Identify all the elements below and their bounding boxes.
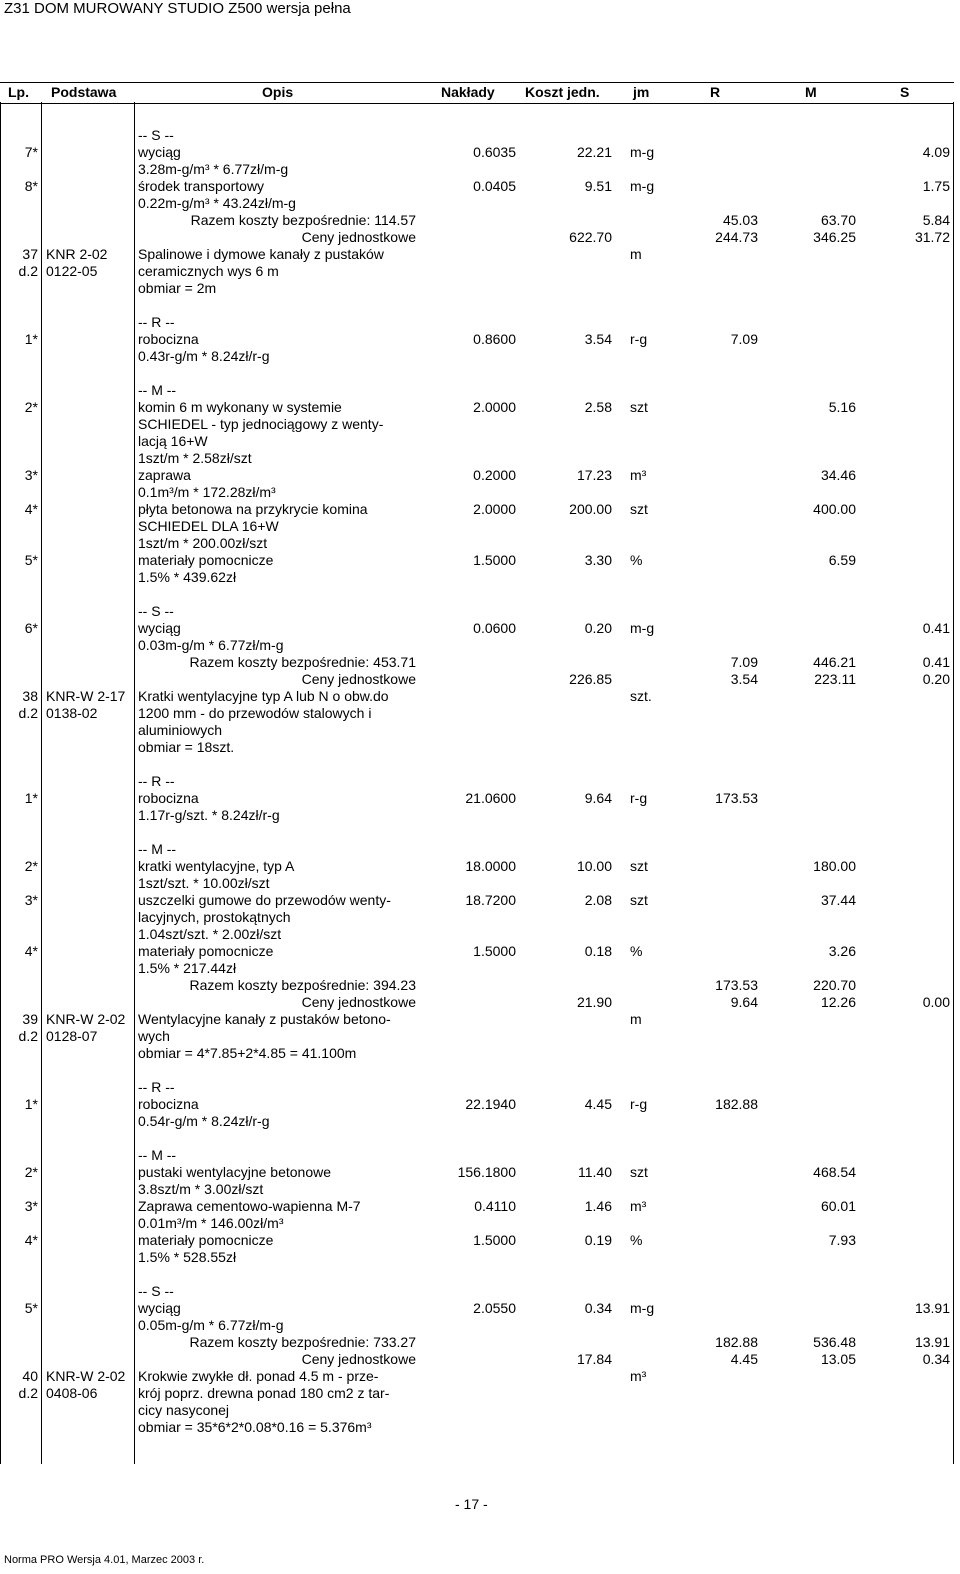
- cell-r: 3.54: [730, 671, 758, 687]
- cell-jm: m-g: [630, 1300, 655, 1316]
- cell-nak: 2.0000: [473, 399, 516, 415]
- cell-jm: m³: [630, 1198, 647, 1214]
- cell-lp: 3*: [24, 1198, 38, 1214]
- cell-lp: 2*: [24, 1164, 38, 1180]
- cell-r: 173.53: [715, 977, 758, 993]
- cell-op: kratki wentylacyjne, typ A: [138, 858, 295, 874]
- cell-nak: 2.0000: [473, 501, 516, 517]
- cell-nak: 0.6035: [473, 144, 516, 160]
- cell-op: -- R --: [138, 314, 175, 330]
- cell-op: 0.05m-g/m * 6.77zł/m-g: [138, 1317, 284, 1333]
- cell-op: -- R --: [138, 1079, 175, 1095]
- cell-op: robocizna: [138, 1096, 199, 1112]
- cell-jm: m-g: [630, 178, 655, 194]
- cell-jm: szt: [630, 1164, 648, 1180]
- cell-kj: 4.45: [584, 1096, 612, 1112]
- cell-s: 0.41: [922, 654, 950, 670]
- cell-r: 182.88: [715, 1334, 758, 1350]
- cell-kj: 226.85: [569, 671, 612, 687]
- cell-m: 63.70: [820, 212, 856, 228]
- cell-op: robocizna: [138, 331, 199, 347]
- cell-kj: 0.34: [584, 1300, 612, 1316]
- cell-s: 13.91: [914, 1334, 950, 1350]
- cell-op: wych: [138, 1028, 170, 1044]
- cell-lp: 37: [22, 246, 38, 262]
- cell-op: materiały pomocnicze: [138, 943, 274, 959]
- cell-op: 1200 mm - do przewodów stalowych i: [138, 705, 372, 721]
- cell-r: 45.03: [722, 212, 758, 228]
- cell-s: 31.72: [914, 229, 950, 245]
- cell-op: 1szt/szt. * 10.00zł/szt: [138, 875, 270, 891]
- table-header: [0, 82, 954, 104]
- cell-op: krój poprz. drewna ponad 180 cm2 z tar-: [138, 1385, 390, 1401]
- cell-jm: szt: [630, 892, 648, 908]
- cell-r: 7.09: [730, 654, 758, 670]
- cell-nak: 1.5000: [473, 1232, 516, 1248]
- cell-s: 1.75: [922, 178, 950, 194]
- cell-op: robocizna: [138, 790, 199, 806]
- cell-lp: 1*: [24, 331, 38, 347]
- cell-op: Spalinowe i dymowe kanały z pustaków: [138, 246, 384, 262]
- cell-op: -- S --: [138, 603, 174, 619]
- cell-r: 244.73: [715, 229, 758, 245]
- cell-op: obmiar = 2m: [138, 280, 217, 296]
- cell-op: komin 6 m wykonany w systemie: [138, 399, 342, 415]
- cell-op: 0.22m-g/m³ * 43.24zł/m-g: [138, 195, 296, 211]
- cell-nak: 1.5000: [473, 552, 516, 568]
- cell-m: 5.16: [828, 399, 856, 415]
- cell-op: 1.17r-g/szt. * 8.24zł/r-g: [138, 807, 280, 823]
- cell-op: Kratki wentylacyjne typ A lub N o obw.do: [138, 688, 389, 704]
- cell-jm: m-g: [630, 144, 655, 160]
- cell-m: 12.26: [820, 994, 856, 1010]
- cell-lp: 40: [22, 1368, 38, 1384]
- cell-kj: 0.19: [584, 1232, 612, 1248]
- cell-kj: 17.84: [576, 1351, 612, 1367]
- cell-op: 0.43r-g/m * 8.24zł/r-g: [138, 348, 270, 364]
- cell-m: 13.05: [820, 1351, 856, 1367]
- cell-s: 0.00: [922, 994, 950, 1010]
- cell-lp: 5*: [24, 1300, 38, 1316]
- col-opis: Opis: [262, 84, 294, 100]
- cell-op: uszczelki gumowe do przewodów wenty-: [138, 892, 391, 908]
- col-lp: Lp.: [8, 84, 29, 100]
- cell-op: SCHIEDEL DLA 16+W: [138, 518, 279, 534]
- cell-nak: 156.1800: [457, 1164, 516, 1180]
- cell-opr: Razem koszty bezpośrednie: 114.57: [190, 212, 416, 228]
- cell-op: cicy nasyconej: [138, 1402, 230, 1418]
- cell-m: 220.70: [813, 977, 856, 993]
- cell-kj: 3.30: [584, 552, 612, 568]
- cell-kj: 17.23: [576, 467, 612, 483]
- cell-op: Wentylacyjne kanały z pustaków betono-: [138, 1011, 391, 1027]
- grid-line: [134, 102, 135, 1464]
- cell-op: materiały pomocnicze: [138, 1232, 274, 1248]
- cell-kj: 9.64: [584, 790, 612, 806]
- cell-nak: 0.2000: [473, 467, 516, 483]
- cell-r: 4.45: [730, 1351, 758, 1367]
- cell-op: wyciąg: [138, 620, 181, 636]
- cell-pod: KNR-W 2-17: [46, 688, 126, 704]
- cell-op: -- M --: [138, 1147, 177, 1163]
- cell-op: ceramicznych wys 6 m: [138, 263, 279, 279]
- cell-op: pustaki wentylacyjne betonowe: [138, 1164, 332, 1180]
- cell-lp: 38: [22, 688, 38, 704]
- cell-op: 0.54r-g/m * 8.24zł/r-g: [138, 1113, 270, 1129]
- cell-jm: m: [630, 1011, 642, 1027]
- cell-op: 1szt/m * 2.58zł/szt: [138, 450, 252, 466]
- cell-jm: %: [630, 943, 643, 959]
- cell-pod: KNR 2-02: [46, 246, 108, 262]
- cell-op: 3.8szt/m * 3.00zł/szt: [138, 1181, 264, 1197]
- cell-m: 223.11: [814, 671, 856, 687]
- cell-pod: 0122-05: [46, 263, 98, 279]
- cell-op: -- M --: [138, 841, 177, 857]
- cell-r: 7.09: [730, 331, 758, 347]
- cell-op: wyciąg: [138, 1300, 181, 1316]
- cell-s: 0.20: [922, 671, 950, 687]
- cell-lp: 2*: [24, 858, 38, 874]
- cell-lp: 3*: [24, 467, 38, 483]
- cell-op: 1.5% * 439.62zł: [138, 569, 237, 585]
- cell-lp: 5*: [24, 552, 38, 568]
- cell-op: Krokwie zwykłe dł. ponad 4.5 m - prze-: [138, 1368, 379, 1384]
- cell-jm: szt: [630, 858, 648, 874]
- cell-nak: 2.0550: [473, 1300, 516, 1316]
- cell-op: 0.03m-g/m * 6.77zł/m-g: [138, 637, 284, 653]
- cell-jm: m³: [630, 467, 647, 483]
- cell-op: Zaprawa cementowo-wapienna M-7: [138, 1198, 361, 1214]
- cell-m: 60.01: [820, 1198, 856, 1214]
- cell-lp: d.2: [18, 1028, 38, 1044]
- cell-nak: 21.0600: [465, 790, 516, 806]
- cell-lp: 6*: [24, 620, 38, 636]
- cell-op: 0.1m³/m * 172.28zł/m³: [138, 484, 276, 500]
- cell-op: 1.5% * 217.44zł: [138, 960, 237, 976]
- cell-pod: 0408-06: [46, 1385, 98, 1401]
- cell-op: -- R --: [138, 773, 175, 789]
- cell-op: obmiar = 18szt.: [138, 739, 235, 755]
- cell-lp: 3*: [24, 892, 38, 908]
- cell-nak: 0.0600: [473, 620, 516, 636]
- cell-op: 3.28m-g/m³ * 6.77zł/m-g: [138, 161, 289, 177]
- col-jm: jm: [633, 84, 650, 100]
- cell-jm: %: [630, 1232, 643, 1248]
- cell-s: 0.41: [922, 620, 950, 636]
- cell-kj: 622.70: [569, 229, 612, 245]
- cell-opr: Ceny jednostkowe: [301, 229, 416, 245]
- grid-line: [953, 102, 954, 1464]
- cell-opr: Ceny jednostkowe: [301, 994, 416, 1010]
- cell-lp: 8*: [24, 178, 38, 194]
- cell-kj: 22.21: [576, 144, 612, 160]
- cell-m: 446.21: [813, 654, 856, 670]
- cell-op: środek transportowy: [138, 178, 265, 194]
- cell-opr: Ceny jednostkowe: [301, 671, 416, 687]
- cell-kj: 11.40: [578, 1164, 612, 1180]
- cell-op: 1.04szt/szt. * 2.00zł/szt: [138, 926, 282, 942]
- cell-jm: %: [630, 552, 643, 568]
- cell-jm: m: [630, 246, 642, 262]
- cell-m: 37.44: [820, 892, 856, 908]
- cell-nak: 18.7200: [465, 892, 516, 908]
- cell-nak: 0.8600: [473, 331, 516, 347]
- cell-op: lacją 16+W: [138, 433, 208, 449]
- cell-pod: 0138-02: [46, 705, 98, 721]
- cell-nak: 22.1940: [465, 1096, 516, 1112]
- col-r: R: [710, 84, 721, 100]
- cell-m: 7.93: [828, 1232, 856, 1248]
- cell-s: 5.84: [922, 212, 950, 228]
- cell-op: materiały pomocnicze: [138, 552, 274, 568]
- cell-m: 536.48: [813, 1334, 856, 1350]
- cell-m: 6.59: [828, 552, 856, 568]
- cell-jm: r-g: [630, 331, 648, 347]
- cell-nak: 1.5000: [473, 943, 516, 959]
- cell-jm: m-g: [630, 620, 655, 636]
- cell-op: 1.5% * 528.55zł: [138, 1249, 237, 1265]
- cell-lp: 2*: [24, 399, 38, 415]
- cell-op: 1szt/m * 200.00zł/szt: [138, 535, 268, 551]
- cell-kj: 200.00: [569, 501, 612, 517]
- cell-pod: KNR-W 2-02: [46, 1368, 126, 1384]
- cell-kj: 3.54: [584, 331, 612, 347]
- cell-nak: 0.0405: [473, 178, 516, 194]
- cell-op: obmiar = 35*6*2*0.08*0.16 = 5.376m³: [138, 1419, 372, 1435]
- document-title: Z31 DOM MUROWANY STUDIO Z500 wersja pełna: [4, 0, 351, 17]
- cell-op: SCHIEDEL - typ jednociągowy z wenty-: [138, 416, 384, 432]
- cell-op: zaprawa: [138, 467, 191, 483]
- cell-kj: 21.90: [576, 994, 612, 1010]
- cell-pod: 0128-07: [46, 1028, 98, 1044]
- cell-kj: 9.51: [584, 178, 612, 194]
- cell-opr: Razem koszty bezpośrednie: 453.71: [189, 654, 416, 670]
- cell-m: 400.00: [813, 501, 856, 517]
- cell-lp: 4*: [24, 501, 38, 517]
- cell-lp: d.2: [18, 1385, 38, 1401]
- cell-r: 173.53: [715, 790, 758, 806]
- cell-op: -- S --: [138, 127, 174, 143]
- cell-kj: 2.58: [584, 399, 612, 415]
- col-m: M: [805, 84, 817, 100]
- cell-m: 346.25: [813, 229, 856, 245]
- cell-opr: Razem koszty bezpośrednie: 394.23: [189, 977, 416, 993]
- cell-jm: szt: [630, 399, 648, 415]
- cell-kj: 0.20: [584, 620, 612, 636]
- cell-lp: 39: [22, 1011, 38, 1027]
- cell-kj: 0.18: [584, 943, 612, 959]
- cell-op: -- M --: [138, 382, 177, 398]
- cell-op: płyta betonowa na przykrycie komina: [138, 501, 368, 517]
- cell-lp: 7*: [24, 144, 38, 160]
- cell-s: 13.91: [914, 1300, 950, 1316]
- cell-op: 0.01m³/m * 146.00zł/m³: [138, 1215, 284, 1231]
- cell-lp: d.2: [18, 705, 38, 721]
- cell-m: 180.00: [813, 858, 856, 874]
- grid-line: [41, 102, 42, 1464]
- cell-jm: r-g: [630, 1096, 648, 1112]
- cell-lp: 1*: [24, 1096, 38, 1112]
- cell-m: 34.46: [820, 467, 856, 483]
- footer: Norma PRO Wersja 4.01, Marzec 2003 r.: [4, 1554, 205, 1566]
- cell-nak: 18.0000: [465, 858, 516, 874]
- cell-opr: Razem koszty bezpośrednie: 733.27: [189, 1334, 416, 1350]
- page-number: - 17 -: [455, 1496, 488, 1512]
- cell-m: 3.26: [828, 943, 856, 959]
- cell-op: aluminiowych: [138, 722, 223, 738]
- col-koszt: Koszt jedn.: [525, 84, 600, 100]
- col-naklady: Nakłady: [441, 84, 495, 100]
- grid-line: [0, 102, 1, 1464]
- cell-kj: 2.08: [584, 892, 612, 908]
- cell-op: lacyjnych, prostokątnych: [138, 909, 291, 925]
- cell-opr: Ceny jednostkowe: [301, 1351, 416, 1367]
- cell-pod: KNR-W 2-02: [46, 1011, 126, 1027]
- cell-op: -- S --: [138, 1283, 174, 1299]
- cell-jm: szt: [630, 501, 648, 517]
- cell-lp: d.2: [18, 263, 38, 279]
- cell-kj: 1.46: [584, 1198, 612, 1214]
- cell-r: 182.88: [715, 1096, 758, 1112]
- cell-jm: szt.: [630, 688, 652, 704]
- cell-op: wyciąg: [138, 144, 181, 160]
- cell-lp: 4*: [24, 1232, 38, 1248]
- cell-s: 0.34: [922, 1351, 950, 1367]
- cell-m: 468.54: [813, 1164, 856, 1180]
- cell-s: 4.09: [922, 144, 950, 160]
- col-s: S: [900, 84, 910, 100]
- cell-kj: 10.00: [576, 858, 612, 874]
- cell-r: 9.64: [730, 994, 758, 1010]
- cell-op: obmiar = 4*7.85+2*4.85 = 41.100m: [138, 1045, 357, 1061]
- cell-nak: 0.4110: [474, 1198, 516, 1214]
- col-podstawa: Podstawa: [51, 84, 117, 100]
- cell-lp: 4*: [24, 943, 38, 959]
- cell-jm: m³: [630, 1368, 647, 1384]
- cell-lp: 1*: [24, 790, 38, 806]
- cell-jm: r-g: [630, 790, 648, 806]
